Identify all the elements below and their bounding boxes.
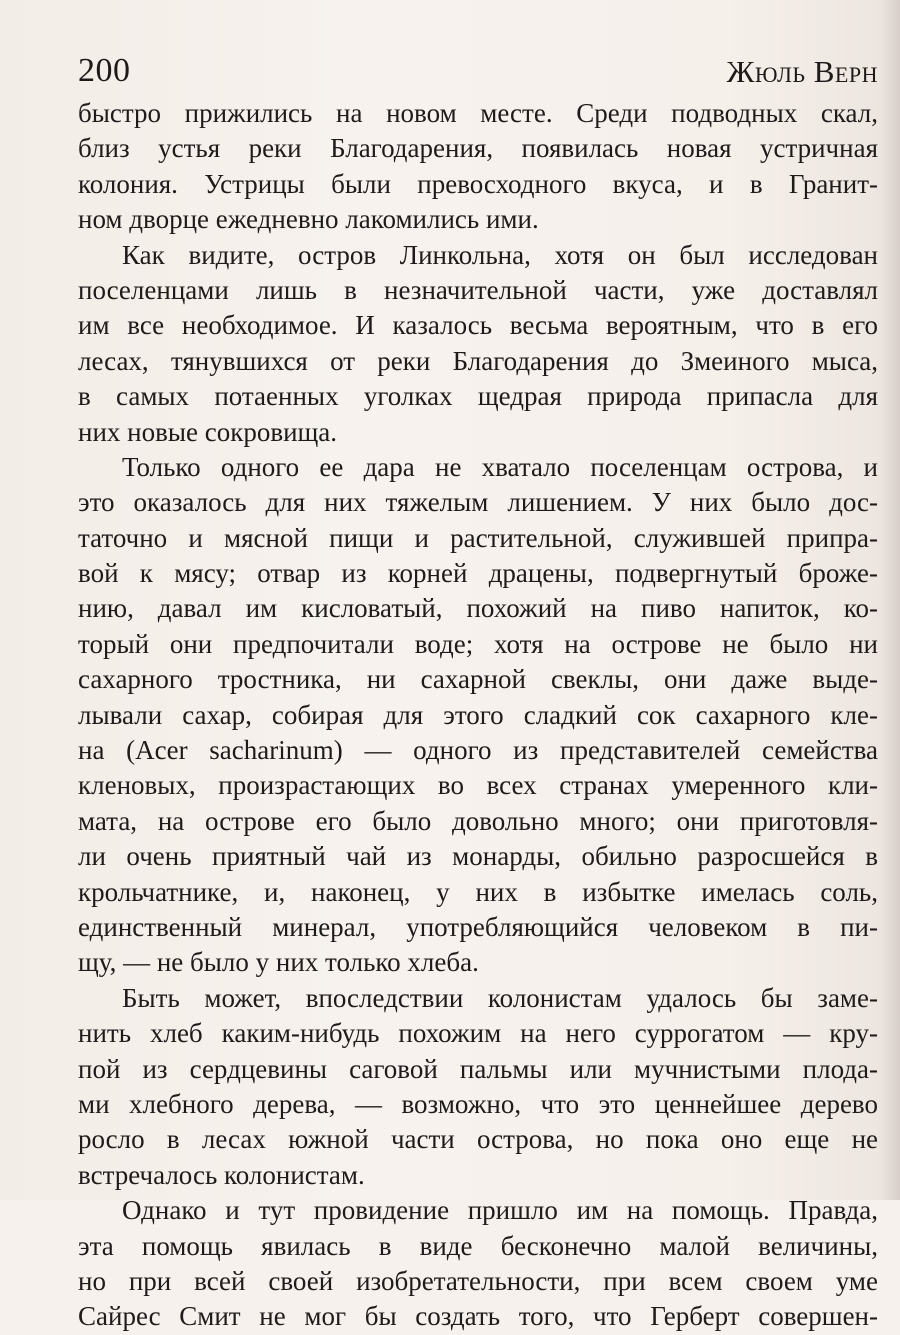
text-line: ли очень приятный чай из монарды, обильно разросшейся в <box>78 841 878 872</box>
page-number: 200 <box>78 52 131 89</box>
text-line: таточно и мясной пищи и растительной, служившей припра- <box>78 522 878 553</box>
text-line: единственный минерал, употребляющийся человеком в пи- <box>78 911 878 942</box>
text-line: им все необходимое. И казалось весьма вероятным, что в его <box>78 310 878 341</box>
text-line: кленовых, произрастающих во всех странах умеренного кли- <box>78 770 878 801</box>
text-line: крольчатнике, и, наконец, у них в избытке имелась соль, <box>78 876 878 907</box>
page-header <box>78 44 878 94</box>
body-text <box>78 96 878 1335</box>
text-line: сахарного тростника, ни сахарной свеклы, они даже выде- <box>78 664 878 695</box>
text-line: мата, на острове его было довольно много; они приготовля- <box>78 805 878 836</box>
page-edge-shadow <box>878 0 900 1200</box>
text-line: эта помощь явилась в виде бесконечно малой величины, <box>78 1230 878 1261</box>
text-line: быстро прижились на новом месте. Среди подводных скал, <box>78 98 878 128</box>
text-line: росло в лесах южной части острова, но пока оно еще не <box>78 1124 878 1155</box>
text-line: близ устья реки Благодарения, появилась новая устричная <box>78 133 878 164</box>
text-line: лесах, тянувшихся от реки Благодарения до Змеиного мыса, <box>78 345 878 376</box>
text-line: торый они предпочитали воде; хотя на острове не было ни <box>78 628 878 659</box>
text-line: Сайрес Смит не мог бы создать того, что Герберт совершен- <box>78 1301 878 1332</box>
text-line: но при всей своей изобретательности, при всем своем уме <box>78 1265 878 1296</box>
text-line: поселенцами лишь в незначительной части, уже доставлял <box>78 274 878 305</box>
paragraph-start-line: Быть может, впоследствии колонистам удалось бы заме- <box>122 982 878 1013</box>
paragraph-start-line: Как видите, остров Линкольна, хотя он был исследован <box>122 239 878 270</box>
text-line: нию, давал им кисловатый, похожий на пиво напиток, ко- <box>78 593 878 624</box>
paragraph-start-line: Однако и тут провидение пришло им на помощь. Правда, <box>122 1195 878 1226</box>
text-line: ном дворце ежедневно лакомились ими. <box>78 204 539 235</box>
text-line: в самых потаенных уголках щедрая природа припасла для <box>78 381 878 412</box>
paragraph-start-line: Только одного ее дара не хватало поселенцам острова, и <box>122 451 878 482</box>
text-line: них новые сокровища. <box>78 416 338 447</box>
text-line: щу, — не было у них только хлеба. <box>78 947 479 978</box>
text-line: встречалось колонистам. <box>78 1159 365 1190</box>
text-line: вой к мясу; отвар из корней драцены, подвергнутый броже- <box>78 558 878 589</box>
text-line: на (Acer sacharinum) — одного из представителей семейства <box>78 735 878 766</box>
text-line: это оказалось для них тяжелым лишением. У них было дос- <box>78 487 878 518</box>
text-line: лывали сахар, собирая для этого сладкий сок сахарного кле- <box>78 699 878 730</box>
running-head-author: Жюль Верн <box>726 54 878 89</box>
text-line: нить хлеб каким-нибудь похожим на него суррогатом — кру- <box>78 1018 878 1049</box>
text-line: колония. Устрицы были превосходного вкуса, и в Гранит- <box>78 168 878 199</box>
text-line: ми хлебного дерева, — возможно, что это ценнейшее дерево <box>78 1088 878 1119</box>
text-line: пой из сердцевины саговой пальмы или мучнистыми плода- <box>78 1053 878 1084</box>
